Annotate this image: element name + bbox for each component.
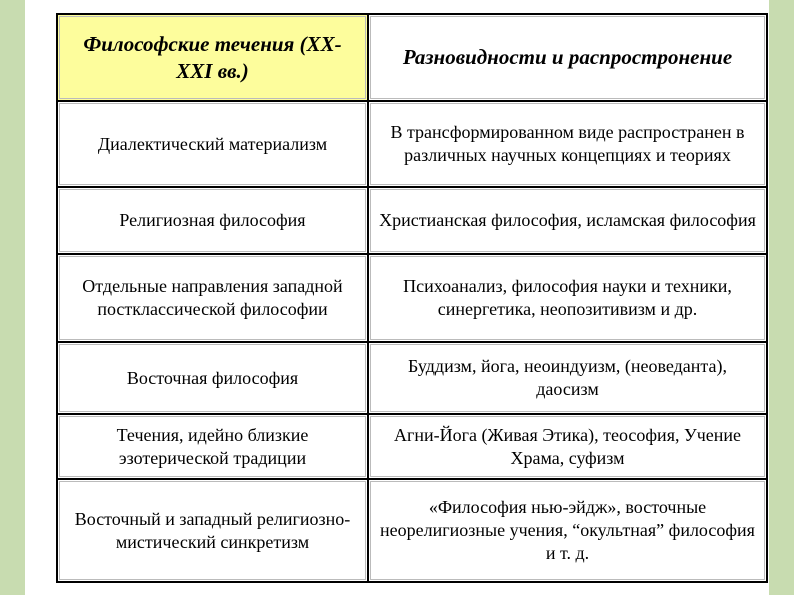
table-row [57, 479, 767, 582]
varieties-cell: Христианская философия, исламская философия [368, 187, 767, 254]
varieties-cell: В трансформированном виде распространен в различных научных концепциях и теориях [368, 101, 767, 187]
varieties-cell: Психоанализ, философия науки и техники, синергетика, неопозитивизм и др. [368, 254, 767, 342]
table-row [57, 254, 767, 342]
header-varieties: Разновидности и распростронение [368, 14, 767, 101]
movement-cell: Течения, идейно близкие эзотерической традиции [57, 414, 368, 479]
philosophy-table [56, 13, 768, 583]
table-row [57, 414, 767, 479]
movement-cell: Восточная философия [57, 342, 368, 414]
table-header-row [57, 14, 767, 101]
header-movements: Философские течения (XX-XXI вв.) [57, 14, 368, 101]
varieties-cell: Агни-Йога (Живая Этика), теософия, Учение Храма, суфизм [368, 414, 767, 479]
movement-cell: Диалектический материализм [57, 101, 368, 187]
varieties-cell: «Философия нью-эйдж», восточные неорелигиозные учения, “окультная” философия и т. д. [368, 479, 767, 582]
movement-cell: Религиозная философия [57, 187, 368, 254]
varieties-cell: Буддизм, йога, неоиндуизм, (неоведанта), даосизм [368, 342, 767, 414]
movement-cell: Отдельные направления западной постклассической философии [57, 254, 368, 342]
movement-cell: Восточный и западный религиозно-мистический синкретизм [57, 479, 368, 582]
table-row [57, 342, 767, 414]
table-row [57, 101, 767, 187]
table-row [57, 187, 767, 254]
